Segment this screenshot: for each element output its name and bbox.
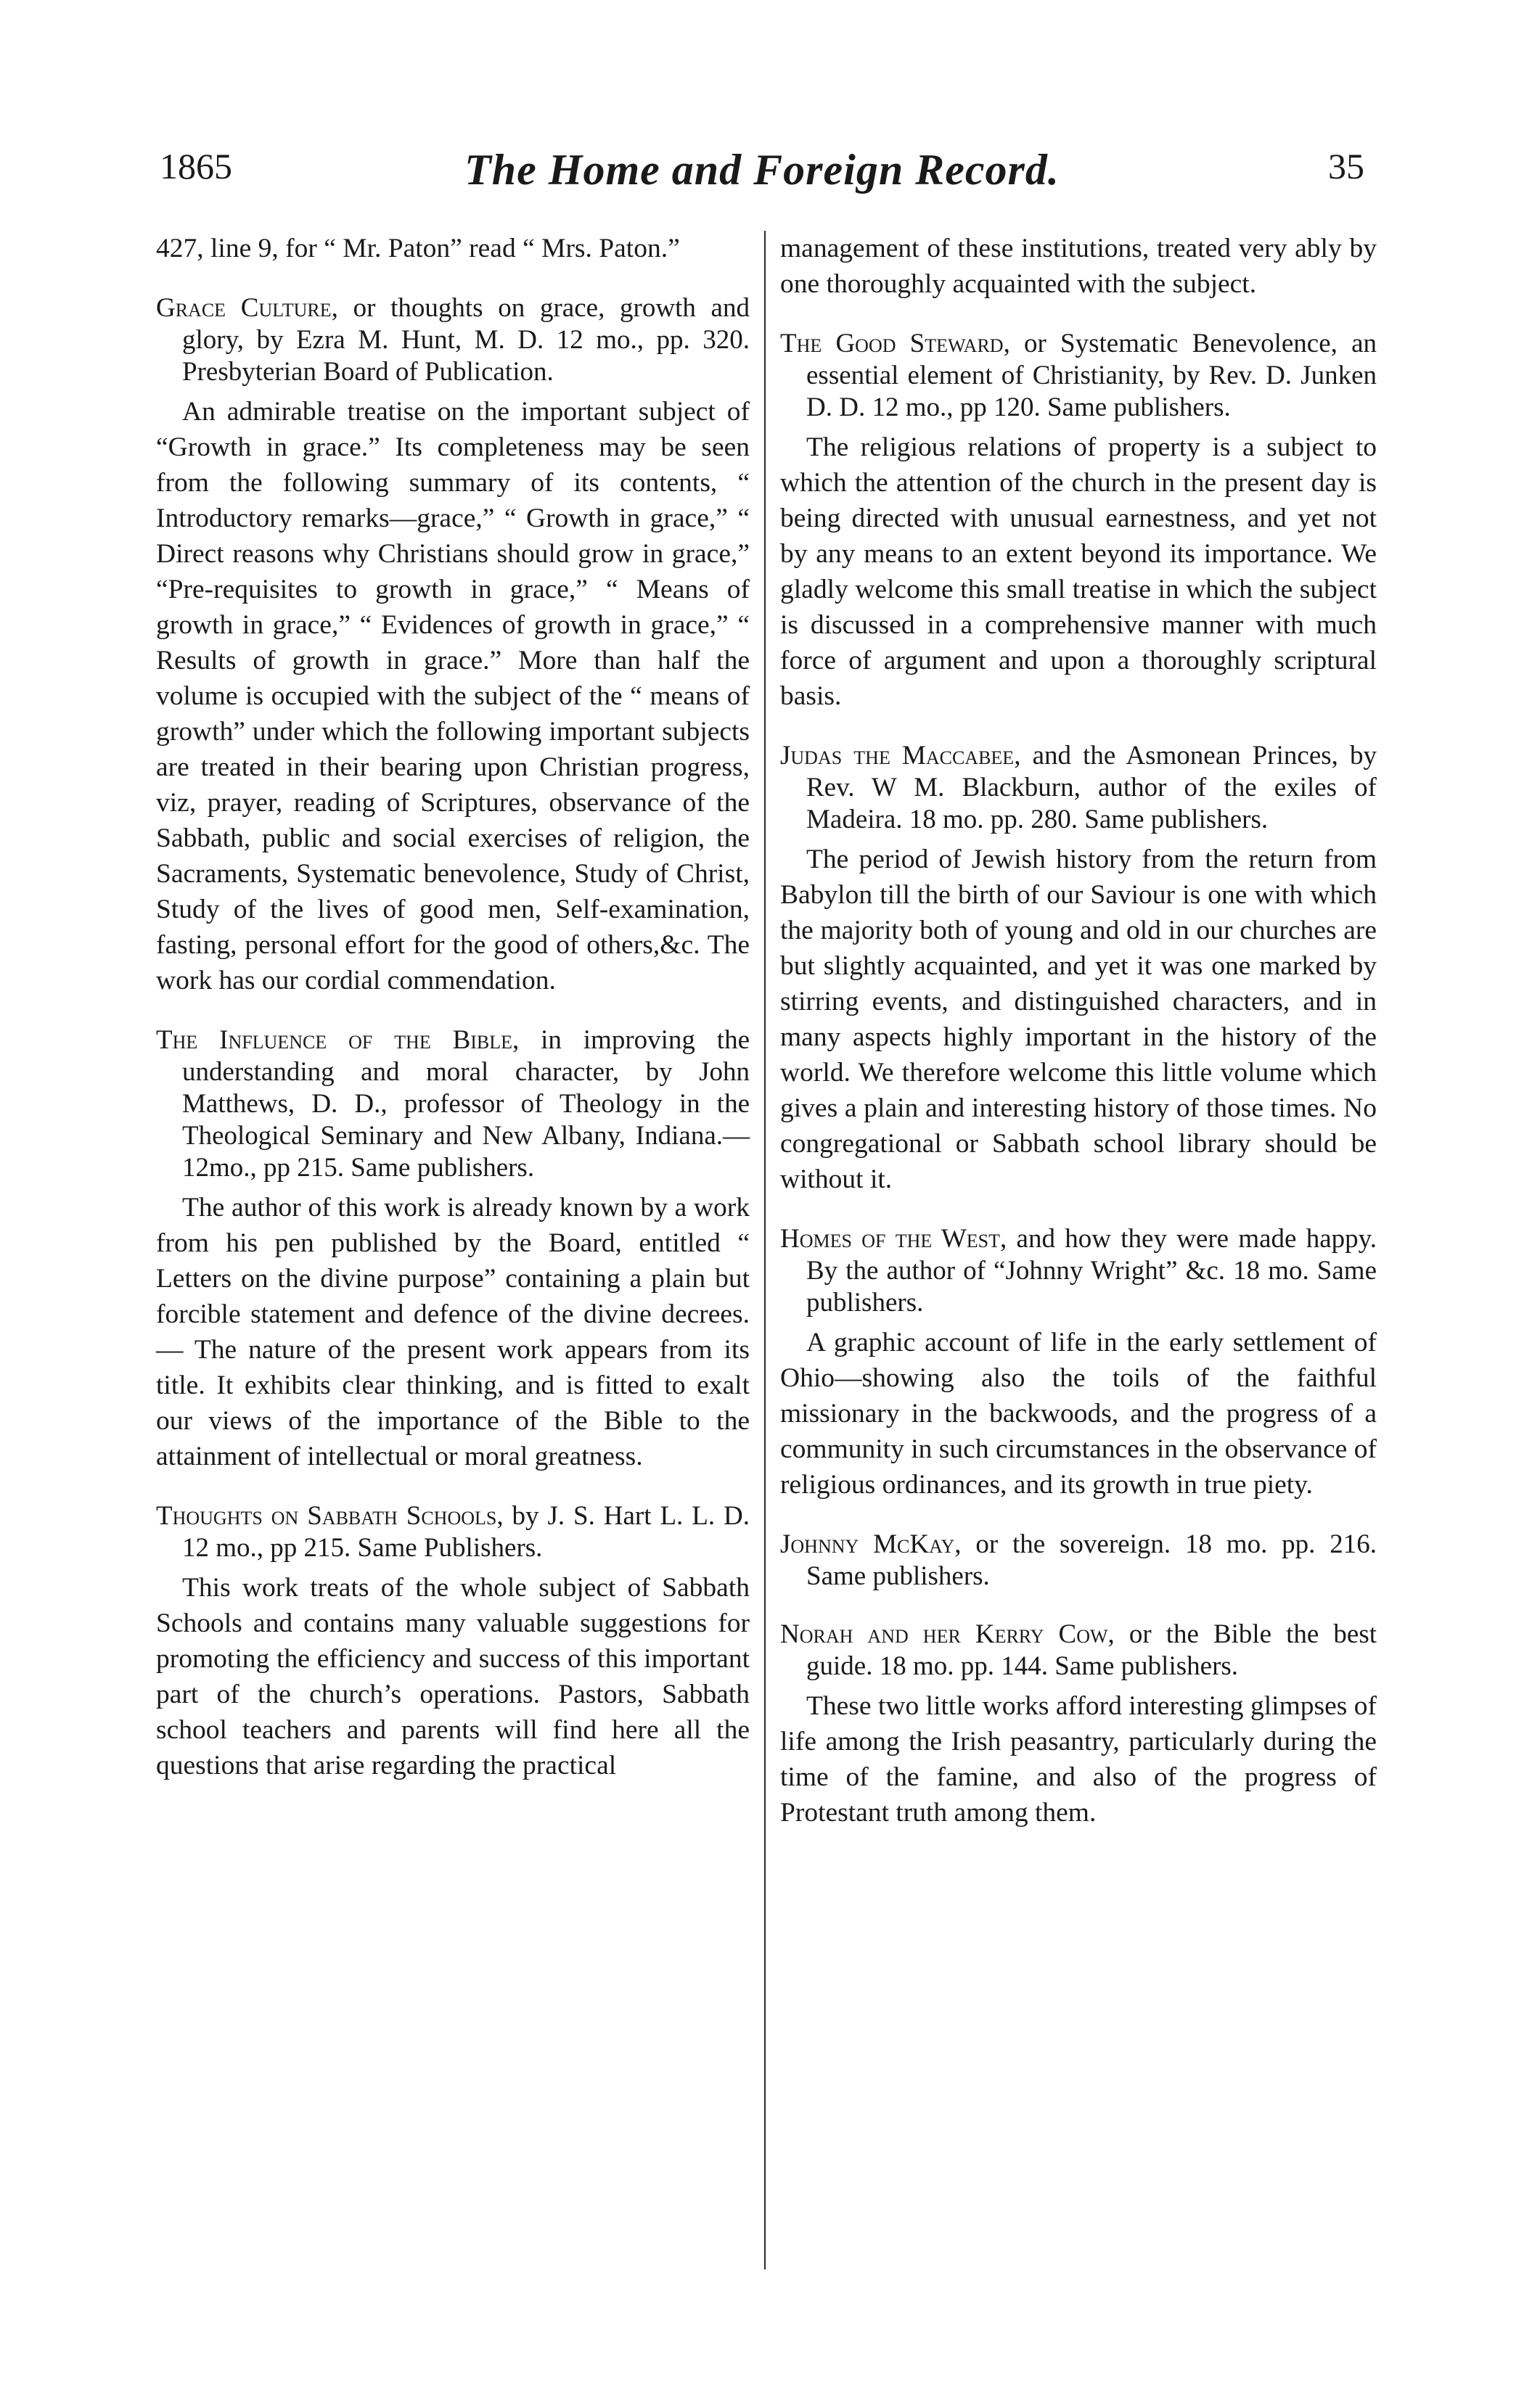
review-paragraph: A graphic account of life in the early settlement of Ohio—showing also the toils of the faithful missionary in the backwoods, and the progress of a community in such circumstances in the observance of religious ordinances, and its growth in true piety.	[780, 1328, 1377, 1500]
review-paragraph: The author of this work is already known by a work from his pen published by the Board, entitled “ Letters on the divine purpose” containing a plain but forcible statement and defence of the divine decrees.— The nature of the present work appears from its title. It exhibits clear thinking, and is fitted to exalt our views of the importance of the Bible to the attainment of intellectual or moral greatness.	[156, 1193, 750, 1471]
review-paragraph: These two little works afford interesting glimpses of life among the Irish peasantry, particularly during the time of the famine, and also of the progress of Protestant truth among them.	[780, 1691, 1377, 1828]
review-entry-judas-the-maccabee	[780, 740, 1377, 836]
entry-details: , or thoughts on grace, growth and glory, by Ezra M. Hunt, M. D. 12 mo., pp. 320. Presbyterian Board of Publication.	[182, 293, 750, 387]
right-column	[780, 231, 1377, 1830]
entry-details: , and how they were made happy. By the author of “Johnny Wright” &c. 18 mo. Same publishers.	[806, 1224, 1377, 1318]
review-entry-norah-and-her-kerry-cow	[780, 1619, 1377, 1682]
continued-paragraph: 427, line 9, for “ Mr. Paton” read “ Mrs. Paton.”	[156, 234, 680, 263]
review-entry-influence-of-the-bible	[156, 1024, 750, 1184]
review-paragraph: An admirable treatise on the important subject of “Growth in grace.” Its completeness may be seen from the following summary of its contents, “ Introductory remarks—grace,” “ Growth in grace,” “ Direct reasons why Christians should grow in grace,” “Pre-requisites to growth in grace,” “ Means of growth in grace,” “ Evidences of growth in grace,” “ Results of growth in grace.” More than half the volume is occupied with the subject of the “ means of growth” under which the following important subjects are treated in their bearing upon Christian progress, viz, prayer, reading of Scriptures, observance of the Sabbath, public and social exercises of religion, the Sacraments, Systematic benevolence, Study of Christ, Study of the lives of good men, Self-examination, fasting, personal effort for the good of others,&c. The work has our cordial commendation.	[156, 397, 750, 995]
entry-title: Homes of the West	[780, 1224, 1001, 1254]
review-paragraph: The religious relations of property is a subject to which the attention of the church in the present day is being directed with unusual earnestness, and yet not by any means to an extent beyond its importance. We gladly welcome this small treatise in which the subject is discussed in a comprehensive manner with much force of argument and upon a thoroughly scriptural basis.	[780, 432, 1377, 711]
review-entry-grace-culture	[156, 292, 750, 388]
entry-details: , or the sovereign. 18 mo. pp. 216. Same publishers.	[806, 1529, 1377, 1591]
left-column	[156, 231, 750, 1783]
page-header	[160, 145, 1364, 210]
entry-title: Grace Culture	[156, 293, 332, 323]
review-entry-good-steward	[780, 328, 1377, 424]
column-divider	[764, 231, 766, 2269]
journal-title: The Home and Foreign Record.	[464, 146, 1060, 194]
entry-title: Johnny McKay	[780, 1529, 955, 1559]
entry-title: Norah and her Kerry Cow	[780, 1619, 1108, 1649]
review-paragraph: The period of Jewish history from the return from Babylon till the birth of our Saviour is one with which the majority both of young and old in our churches are but slightly acquainted, and yet it was one marked by stirring events, and distinguished characters, and in many aspects highly important in the history of the world. We therefore welcome this little volume which gives a plain and interesting history of those times. No congregational or Sabbath school library should be without it.	[780, 845, 1377, 1194]
entry-details: , by J. S. Hart L. L. D. 12 mo., pp 215. Same Publishers.	[182, 1501, 750, 1563]
review-entry-thoughts-on-sabbath-schools	[156, 1500, 750, 1564]
entry-details: , or the Bible the best guide. 18 mo. pp. 144. Same publishers.	[806, 1619, 1377, 1681]
entry-title: The Good Steward	[780, 329, 1004, 358]
entry-details: , in improving the understanding and moral character, by John Matthews, D. D., professor of Theology in the Theological Seminary and New Albany, Indiana.— 12mo., pp 215. Same publishers.	[182, 1025, 750, 1183]
entry-details: , and the Asmonean Princes, by Rev. W M. Blackburn, author of the exiles of Madeira. 18 mo. pp. 280. Same publishers.	[806, 741, 1377, 834]
review-entry-johnny-mckay	[780, 1529, 1377, 1593]
review-entry-homes-of-the-west	[780, 1223, 1377, 1319]
entry-details: , or Systematic Benevolence, an essential element of Christianity, by Rev. D. Junken D. D. 12 mo., pp 120. Same publishers.	[806, 329, 1377, 422]
review-paragraph: This work treats of the whole subject of Sabbath Schools and contains many valuable suggestions for promoting the efficiency and success of this important part of the church’s operations. Pastors, Sabbath school teachers and parents will find here all the questions that arise regarding the practical	[156, 1573, 750, 1780]
entry-title: Judas the Maccabee	[780, 741, 1015, 771]
entry-title: Thoughts on Sabbath Schools	[156, 1501, 497, 1531]
continued-paragraph: management of these institutions, treated very ably by one thoroughly acquainted with the subject.	[780, 234, 1377, 299]
header-year: 1865	[160, 146, 232, 186]
page-number: 35	[1328, 146, 1364, 186]
entry-title: The Influence of the Bible	[156, 1025, 513, 1055]
